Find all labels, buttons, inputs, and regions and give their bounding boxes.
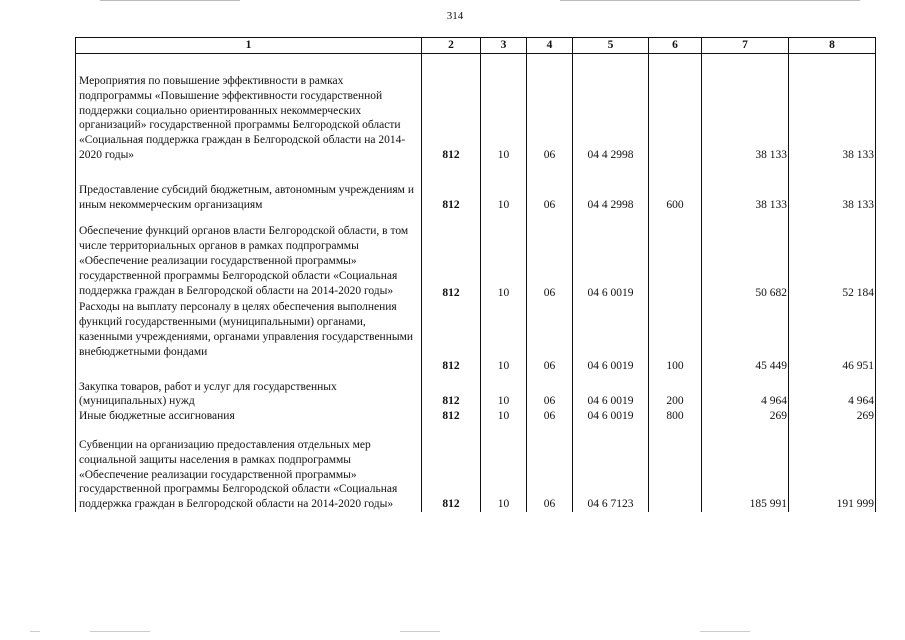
row-amount-2: 38 133 — [789, 183, 876, 213]
row-name: Мероприятия по повышение эффективности в рамках подпрограммы «Повышение эффективности государственной поддержки социально ориентированных некоммерческих организаций» государственной программы Белгородской области «Социальная поддержка граждан в Белгородской области на 2014-2020 годы» — [76, 74, 422, 163]
top-edge-line — [100, 0, 240, 1]
row-code: 812 — [422, 409, 481, 424]
header-row — [76, 38, 876, 54]
row-subsection: 06 — [527, 438, 573, 512]
row-section: 10 — [481, 300, 527, 373]
table-row — [76, 224, 876, 300]
row-amount-1: 50 682 — [702, 224, 789, 300]
scan-edge-mark — [30, 631, 40, 632]
row-type: 100 — [649, 300, 702, 373]
page-number: 314 — [446, 10, 464, 22]
row-subsection: 06 — [527, 224, 573, 300]
row-amount-1: 4 964 — [702, 380, 789, 410]
header-col-3: 3 — [481, 38, 527, 54]
row-section: 10 — [481, 74, 527, 163]
row-type: 800 — [649, 409, 702, 424]
row-target: 04 6 0019 — [573, 409, 649, 424]
row-name: Расходы на выплату персоналу в целях обеспечения выполнения функций государственными (муниципальными) органами, казенными учреждениями, органами управления государственными внебюджетными фондами — [76, 300, 422, 373]
header-col-5: 5 — [573, 38, 649, 54]
row-amount-1: 269 — [702, 409, 789, 424]
row-type — [649, 74, 702, 163]
budget-table — [75, 37, 876, 512]
row-amount-2: 4 964 — [789, 380, 876, 410]
row-subsection: 06 — [527, 183, 573, 213]
row-section: 10 — [481, 380, 527, 410]
row-name: Обеспечение функций органов власти Белгородской области, в том числе территориальных органов в рамках подпрограммы «Обеспечение реализации государственной программы» государственной программы Белгородской области «Социальная поддержка граждан в Белгородской области на 2014-2020 годы» — [76, 224, 422, 300]
scan-edge-mark — [700, 631, 750, 632]
spacer-row — [76, 424, 876, 438]
header-col-8: 8 — [789, 38, 876, 54]
table-row — [76, 409, 876, 424]
row-name: Иные бюджетные ассигнования — [76, 409, 422, 424]
row-section: 10 — [481, 438, 527, 512]
row-amount-1: 38 133 — [702, 183, 789, 213]
row-amount-1: 38 133 — [702, 74, 789, 163]
row-code: 812 — [422, 300, 481, 373]
row-type: 200 — [649, 380, 702, 410]
row-subsection: 06 — [527, 74, 573, 163]
row-code: 812 — [422, 438, 481, 512]
row-subsection: 06 — [527, 409, 573, 424]
spacer-row — [76, 54, 876, 75]
scan-edge-mark — [400, 631, 440, 632]
row-target: 04 6 0019 — [573, 224, 649, 300]
row-type — [649, 438, 702, 512]
header-col-4: 4 — [527, 38, 573, 54]
row-target: 04 6 0019 — [573, 300, 649, 373]
row-name: Субвенции на организацию предоставления отдельных мер социальной защиты населения в рамках подпрограммы «Обеспечение реализации государственной программы» государственной программы Белгородской области «Социальная поддержка граждан в Белгородской области на 2014-2020 годы» — [76, 438, 422, 512]
row-amount-1: 45 449 — [702, 300, 789, 373]
row-code: 812 — [422, 74, 481, 163]
row-section: 10 — [481, 224, 527, 300]
row-subsection: 06 — [527, 380, 573, 410]
row-amount-2: 191 999 — [789, 438, 876, 512]
row-amount-2: 46 951 — [789, 300, 876, 373]
top-edge-line — [560, 0, 860, 1]
table-row — [76, 438, 876, 512]
header-col-1: 1 — [76, 38, 422, 54]
row-type: 600 — [649, 183, 702, 213]
row-target: 04 6 7123 — [573, 438, 649, 512]
row-amount-2: 38 133 — [789, 74, 876, 163]
row-subsection: 06 — [527, 300, 573, 373]
row-type — [649, 224, 702, 300]
table-row — [76, 74, 876, 163]
row-target: 04 4 2998 — [573, 74, 649, 163]
spacer-row — [76, 212, 876, 224]
header-col-7: 7 — [702, 38, 789, 54]
row-section: 10 — [481, 183, 527, 213]
row-target: 04 6 0019 — [573, 380, 649, 410]
row-section: 10 — [481, 409, 527, 424]
row-target: 04 4 2998 — [573, 183, 649, 213]
table-row — [76, 300, 876, 373]
scan-edge-mark — [90, 631, 150, 632]
header-col-6: 6 — [649, 38, 702, 54]
row-amount-2: 52 184 — [789, 224, 876, 300]
row-amount-1: 185 991 — [702, 438, 789, 512]
table-row — [76, 183, 876, 213]
row-amount-2: 269 — [789, 409, 876, 424]
header-col-2: 2 — [422, 38, 481, 54]
table-row — [76, 380, 876, 410]
row-name: Предоставление субсидий бюджетным, автономным учреждениям и иным некоммерческим организациям — [76, 183, 422, 213]
spacer-row — [76, 163, 876, 183]
row-code: 812 — [422, 183, 481, 213]
row-code: 812 — [422, 224, 481, 300]
row-name: Закупка товаров, работ и услуг для государственных (муниципальных) нужд — [76, 380, 422, 410]
row-code: 812 — [422, 380, 481, 410]
